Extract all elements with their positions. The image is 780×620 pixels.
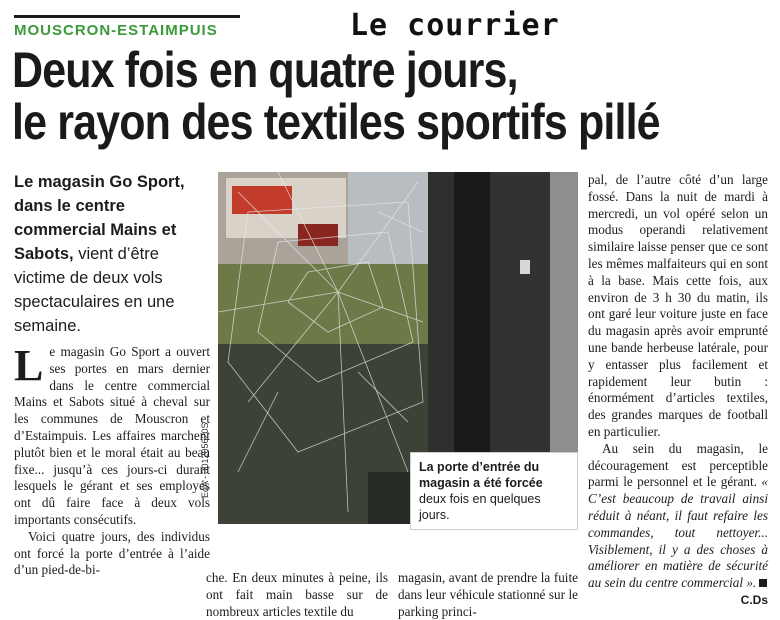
author-signature: C.Ds bbox=[740, 592, 768, 607]
caption-bold: La porte d’entrée du magasin a été forcée bbox=[419, 460, 543, 490]
lead-rest: vient d’être victime de deux vols spectaculaires en une semaine. bbox=[14, 245, 175, 335]
body-paragraph-2: Voici quatre jours, des individus ont forcé la porte d’entrée à l’aide d’un pied-de-bi- bbox=[14, 528, 210, 578]
body-p3-quote: « C’est beaucoup de travail ainsi réduit à néant, il faut refaire les commandes, tout nettoyer... Visiblement, il y a des choses à améliorer en matière de sécurité au sein du centre commercial ». bbox=[588, 474, 768, 591]
drop-cap: L bbox=[14, 341, 44, 390]
caption-rest: deux fois en quelques jours. bbox=[419, 492, 541, 522]
body-paragraph-2-cont-b: magasin, avant de prendre la fuite dans leur véhicule stationné sur le parking princi- bbox=[398, 570, 578, 619]
body-p3-start: Au sein du magasin, le découragement est perceptible parmi le personnel et le gérant. bbox=[588, 440, 768, 490]
column-1 bbox=[14, 341, 210, 579]
column-4 bbox=[588, 172, 768, 609]
column-2 bbox=[206, 570, 388, 620]
photo-caption bbox=[410, 452, 578, 530]
headline-line-1: Deux fois en quatre jours, bbox=[12, 42, 518, 98]
section-rubric: MOUSCRON-ESTAIMPUIS bbox=[14, 22, 218, 39]
headline-line-2: le rayon des textiles sportifs pillé bbox=[12, 94, 660, 150]
lead-bold: Le magasin Go Sport, dans le centre commercial Mains et Sabots, bbox=[14, 173, 185, 263]
body-p1-text: e magasin Go Sport a ouvert ses portes en mars dernier dans le centre commercial Mains et Sabots situé à cheval sur les communes de Mouscron et d’Estaimpuis. Les affaires marchent plutôt bien et le moral était au beau fixe... jusqu’à ces jours-ci durant lesquels le gérant et ses employés ont dû faire face à deux vols importants consécutifs. bbox=[14, 344, 210, 527]
body-paragraph-1 bbox=[14, 341, 210, 529]
column-3 bbox=[398, 570, 578, 620]
body-paragraph-3 bbox=[588, 440, 768, 607]
rubric-rule bbox=[14, 15, 240, 18]
body-paragraph-2-cont-c: pal, de l’autre côté d’un large fossé. Dans la nuit de mardi à mercredi, un vol opéré selon un modus operandi relativement similaire laisse penser que ce sont les mêmes malfaiteurs qui en sont à la base. Mais cette fois, aux environ de 3 h 30 du matin, ils ont garé leur voiture juste en face du magasin après avoir emprunté une bande herbeuse latérale, pour y entasser plus facilement et rapidement leur butin : énormément d’articles textiles, des grandes marques de football en particulier. bbox=[588, 172, 768, 439]
end-mark-icon bbox=[759, 579, 767, 587]
lead-paragraph bbox=[14, 170, 210, 338]
newspaper-masthead: Le courrier bbox=[350, 8, 560, 43]
photo-credit: EdA - 301205620S bbox=[200, 422, 210, 498]
headline bbox=[12, 44, 666, 148]
body-paragraph-2-cont: che. En deux minutes à peine, ils ont fait main basse sur de nombreux articles textile du bbox=[206, 570, 388, 619]
